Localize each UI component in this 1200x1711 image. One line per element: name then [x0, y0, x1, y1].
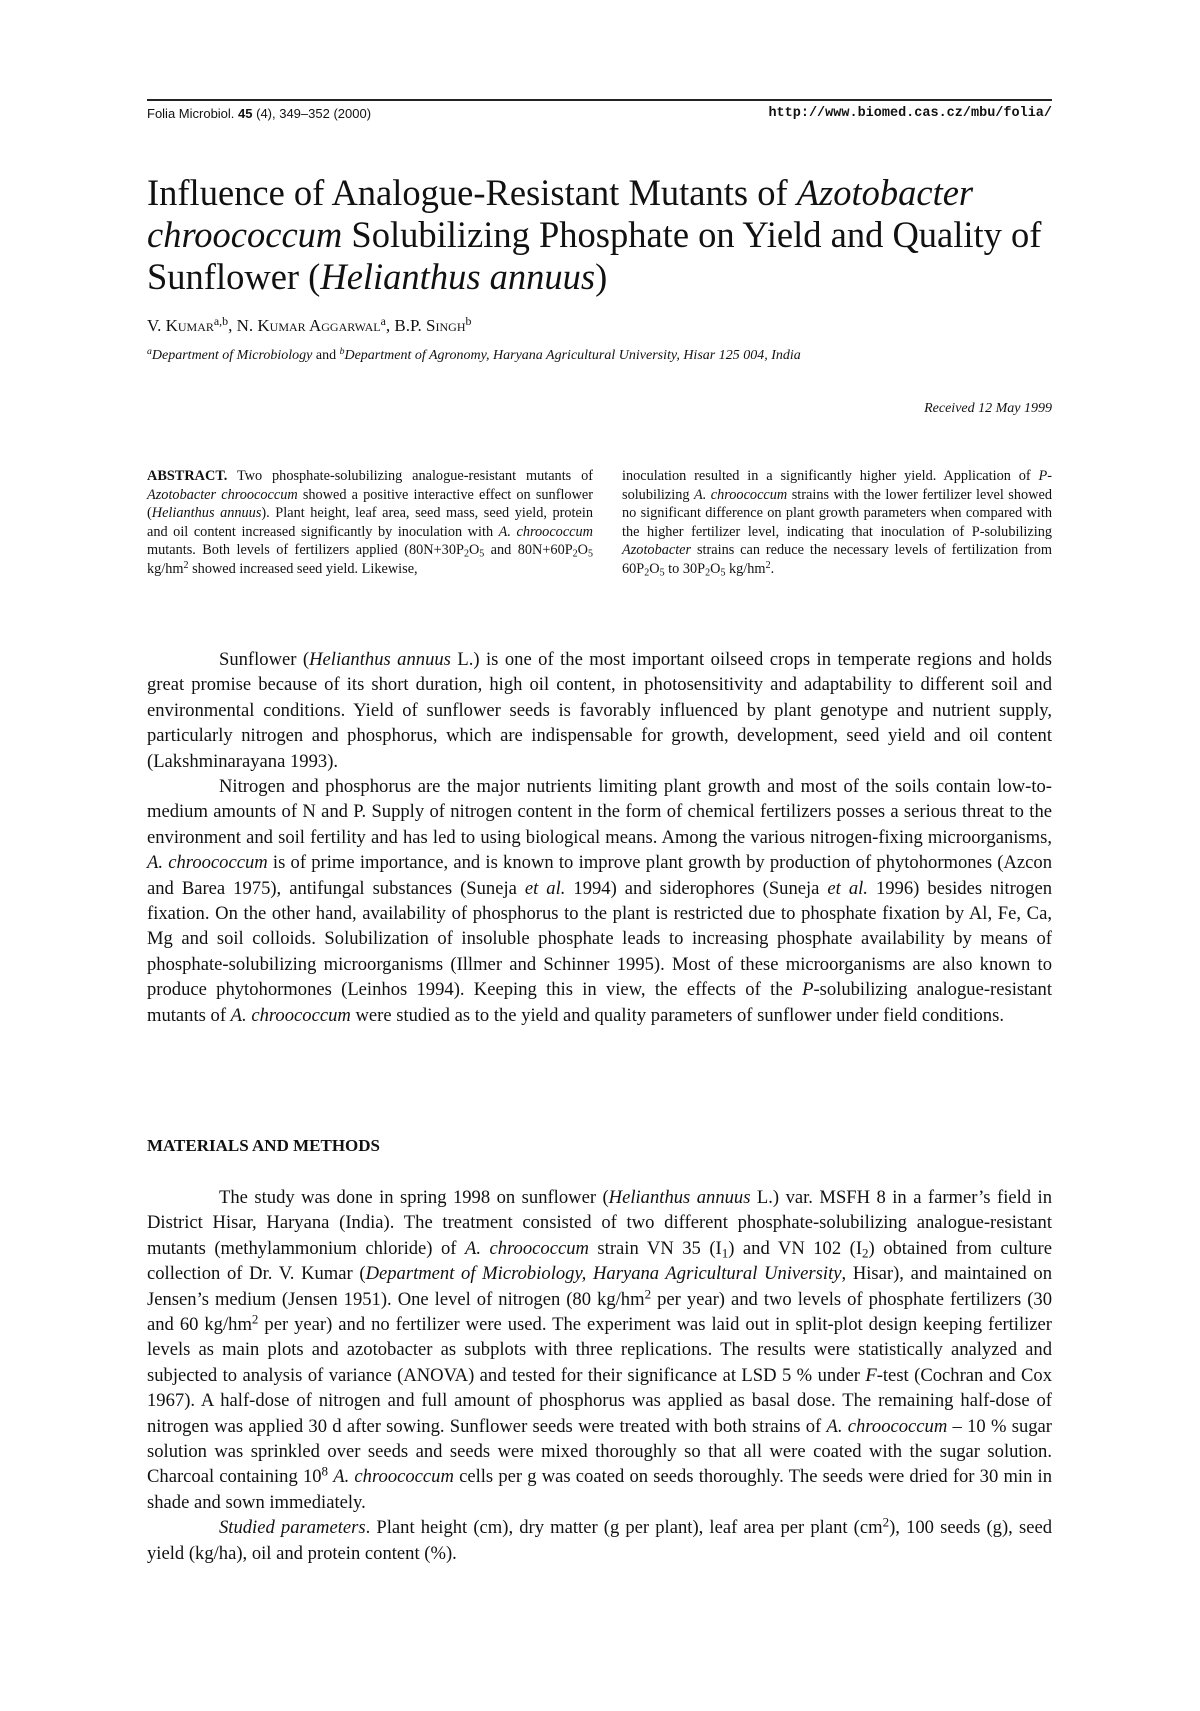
- text-run: A. chroococcum: [464, 1237, 589, 1259]
- text-run: , N. K: [228, 316, 270, 335]
- text-run: 1: [721, 1245, 729, 1261]
- text-run: -solubilizing: [622, 468, 1052, 503]
- text-run: a: [147, 346, 152, 358]
- text-run: . Plant height (cm), dry matter (g per plant), leaf area per plant (cm: [365, 1517, 883, 1539]
- text-run: 2: [183, 559, 189, 571]
- text-run: 2: [644, 1286, 652, 1302]
- journal-citation: [147, 106, 371, 121]
- text-run: to 30P: [664, 560, 706, 577]
- text-run: ABSTRACT.: [147, 468, 228, 484]
- text-run: b: [465, 314, 472, 329]
- text-run: 2: [251, 1311, 259, 1327]
- text-run: A: [305, 316, 322, 335]
- text-run: L.) var. MSFH 8 in a farmer’s field in District Hisar, Haryana (India). The treatment consisted of two different phosphate-solubilizing analogue-resistant mutants (methylammonium chloride) of: [147, 1187, 1052, 1259]
- affiliations: [147, 348, 801, 364]
- text-run: 8: [321, 1463, 329, 1479]
- text-run: O: [649, 560, 660, 577]
- text-run: ) obtained from culture collection of Dr. V. Kumar (: [147, 1237, 1052, 1285]
- text-run: Folia Microbiol.: [147, 106, 239, 121]
- text-run: cells per g was coated on seeds thoroughly. The seeds were dried for 30 min in shade and sown immediately.: [147, 1466, 1053, 1513]
- text-run: 5: [659, 567, 665, 579]
- text-run: Nitrogen and phosphorus are the major nutrients limiting plant growth and most of the soils contain low-to-medium amounts of N and P. Supply of nitrogen content in the form of chemical fertilizers posses a serious threat to the environment and soil fertility and has led to using biological means. Among the various nitrogen-fixing microorganisms,: [147, 776, 1052, 848]
- text-run: per year) and two levels of phosphate fertilizers (30 and 60 kg/hm: [147, 1288, 1052, 1336]
- text-run: P: [802, 979, 814, 1001]
- text-run: 5: [479, 548, 485, 560]
- text-run: Azotobacter: [622, 542, 692, 559]
- text-run: (4), 349–352 (2000): [252, 106, 372, 121]
- text-run: Helianthus annuus: [320, 256, 596, 297]
- text-run: Azotobacter chroococcum: [147, 486, 298, 503]
- text-run: ingh: [435, 316, 466, 335]
- text-run: .: [770, 560, 775, 577]
- text-run: and: [315, 348, 337, 363]
- journal-url[interactable]: http://www.biomed.cas.cz/mbu/folia/: [768, 106, 1052, 121]
- abstract-column-right: [622, 467, 1052, 579]
- text-run: Sunflower (: [219, 649, 310, 670]
- text-run: Department of Microbiology: [151, 348, 316, 363]
- text-run: 1996) besides nitrogen fixation. On the other hand, availability of phosphorus to the plant is restricted due to phosphate fixation by Al, Fe, Ca, Mg and soil colloids. Solubilization of insoluble phosphate leads to increasing phosphate availability by means of phosphate-solubilizing microorganisms (Illmer and Schinner 1995). Most of these microorganisms are also known to produce phytohormones (Leinhos 1994). Keeping this in view, the effects of the: [147, 877, 1053, 1001]
- intro-paragraph: [147, 647, 1052, 774]
- text-run: kg/hm: [725, 560, 766, 577]
- text-run: A. chroococcum: [230, 1004, 351, 1026]
- text-run: The study was done in spring 1998 on sunflower (: [219, 1187, 609, 1208]
- text-run: is of prime importance, and is known to improve plant growth by production of phytohormones (Azcon and Barea 1975), antifungal substances (Suneja: [147, 852, 1053, 899]
- text-run: 2: [862, 1245, 869, 1261]
- article-title: [147, 172, 1052, 298]
- text-run: A. chroococcum: [147, 852, 268, 874]
- text-run: A. chroococcum: [693, 486, 788, 503]
- text-run: ): [595, 256, 608, 297]
- text-run: ) and VN 102 (I: [728, 1237, 863, 1259]
- text-run: Studied parameters: [219, 1517, 366, 1539]
- text-run: 2: [463, 548, 469, 560]
- header-rule: [147, 99, 1052, 101]
- text-run: – 10 % sugar solution was sprinkled over seeds and seeds were mixed thoroughly so that all were coated with the sugar solution. Charcoal containing 10: [147, 1415, 1053, 1488]
- text-run: a,b: [213, 314, 229, 329]
- text-run: Influence of Analogue-Resistant Mutants of: [147, 172, 797, 213]
- text-run: mutants. Both levels of fertilizers applied (80N+30P: [147, 542, 464, 559]
- text-run: ), 100 seeds (g), seed yield (kg/ha), oil and protein content (%).: [147, 1517, 1052, 1564]
- text-run: A. chroococcum: [826, 1415, 948, 1437]
- text-run: 2: [572, 548, 578, 560]
- text-run: Helianthus annuus: [309, 649, 451, 670]
- text-run: strain VN 35 (I: [588, 1237, 722, 1259]
- text-run: inoculation resulted in a significantly higher yield. Application of: [622, 468, 1039, 484]
- text-run: umar: [177, 316, 214, 335]
- text-run: Helianthus annuus: [608, 1187, 751, 1208]
- text-run: -test (Cochran and Cox 1967). A half-dose of nitrogen and full amount of phosphorus was applied as basal dose. The remaining half-dose of nitrogen was applied 30 d after sowing. Sunflower seeds were treated with both strains of: [147, 1364, 1052, 1437]
- methods-paragraph: [147, 1185, 1052, 1515]
- text-run: A. chroococcum: [333, 1466, 454, 1488]
- text-run: , B.P. S: [385, 316, 436, 335]
- text-run: strains can reduce the necessary levels of fertilization from 60P: [622, 542, 1052, 577]
- text-run: were studied as to the yield and quality parameters of sunflower under field conditions.: [350, 1004, 1004, 1026]
- text-run: et al.: [827, 877, 868, 899]
- authors: [147, 316, 471, 336]
- text-run: Helianthus annuus: [151, 505, 262, 522]
- text-run: per year) and no fertilizer were used. The experiment was laid out in split-plot design keeping fertilizer levels as main plots and azotobacter as subplots with three replications. The results were statistically analyzed and subjected to analysis of variance (ANOVA) and tested for their significance at LSD 5 % under: [147, 1314, 1052, 1386]
- text-run: kg/hm: [147, 560, 184, 577]
- text-run: P: [1038, 468, 1048, 484]
- text-run: Department of Agronomy, Haryana Agricultural University, Hisar 125 004, India: [344, 348, 801, 363]
- text-run: ggarwal: [321, 316, 381, 335]
- text-run: Azotobacter chroococcum: [147, 172, 974, 255]
- text-run: A. chroococcum: [498, 523, 593, 540]
- text-run: L.) is one of the most important oilseed crops in temperate regions and holds great promise because of its short duration, high oil content, in photosensitivity and adaptability to different soil and environmental conditions. Yield of sunflower seeds is favorably influenced by plant genotype and nutrient supply, particularly nitrogen and phosphorus, which are indispensable for growth, development, seed yield and oil content (Lakshminarayana 1993).: [147, 649, 1052, 772]
- text-run: 5: [720, 567, 726, 579]
- text-run: showed a positive interactive effect on sunflower (: [147, 486, 594, 522]
- text-run: a: [380, 314, 386, 329]
- intro-paragraph: [147, 774, 1052, 1028]
- text-run: 5: [588, 548, 593, 560]
- text-run: umar: [269, 316, 306, 335]
- methods-body: [147, 1185, 1052, 1566]
- received-date: Received 12 May 1999: [924, 401, 1052, 416]
- text-run: 2: [765, 559, 771, 571]
- text-run: 2: [705, 567, 711, 579]
- text-run: ). Plant height, leaf area, seed mass, seed yield, protein and oil content increased significantly by inoculation with: [147, 505, 593, 540]
- text-run: O: [468, 542, 480, 559]
- text-run: Department of Microbiology, Haryana Agricultural University: [365, 1263, 842, 1285]
- text-run: , Hisar), and maintained on Jensen’s medium (Jensen 1951). One level of nitrogen (80 kg/hm: [147, 1263, 1052, 1310]
- text-run: Solubilizing Phosphate on Yield and Quality of Sunflower (: [147, 214, 1042, 297]
- text-run: 1994) and siderophores (Suneja: [565, 877, 828, 899]
- text-run: Two phosphate-solubilizing analogue-resistant mutants of: [227, 468, 593, 484]
- text-run: showed increased seed yield. Likewise,: [188, 560, 418, 577]
- text-run: and 80N+60P: [484, 542, 573, 559]
- text-run: 2: [644, 567, 650, 579]
- text-run: O: [577, 542, 588, 559]
- section-heading-methods: MATERIALS AND METHODS: [147, 1136, 380, 1155]
- text-run: et al.: [524, 877, 566, 899]
- text-run: F: [865, 1364, 877, 1386]
- text-run: 45: [238, 106, 253, 121]
- studied-parameters-paragraph: [147, 1515, 1052, 1566]
- text-run: b: [339, 346, 345, 358]
- text-run: V. K: [147, 316, 178, 335]
- text-run: O: [710, 560, 721, 577]
- text-run: 2: [882, 1514, 890, 1530]
- text-run: -solubilizing analogue-resistant mutants of: [147, 979, 1052, 1026]
- introduction: [147, 647, 1052, 1028]
- text-run: strains with the lower fertilizer level showed no significant difference on plant growth parameters when compared with the higher fertilizer level, indicating that inoculation of P-solubilizing: [622, 486, 1052, 540]
- abstract-column-left: [147, 467, 593, 579]
